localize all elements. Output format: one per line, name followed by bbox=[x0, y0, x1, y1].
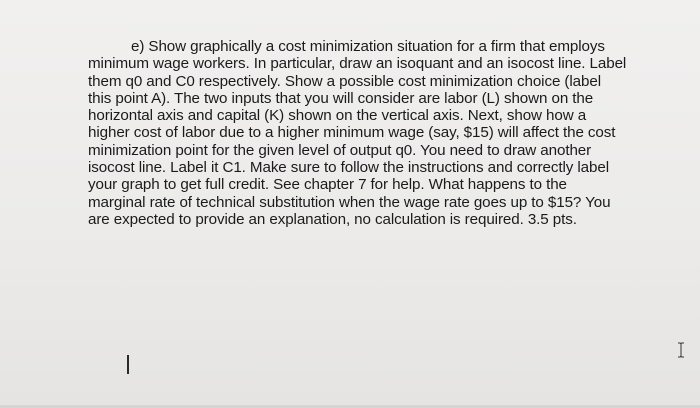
question-line: minimum wage workers. In particular, draw an isoquant and an isocost line. Label bbox=[88, 55, 627, 73]
question-line: this point A). The two inputs that you will consider are labor (L) shown on the bbox=[88, 89, 594, 107]
question-line: marginal rate of technical substitution when the wage rate goes up to $15? You bbox=[88, 193, 611, 211]
text-caret-icon[interactable] bbox=[127, 355, 129, 374]
question-line: higher cost of labor due to a higher minimum wage (say, $15) will affect the cost bbox=[88, 124, 616, 142]
i-beam-cursor-icon bbox=[676, 342, 686, 358]
question-text bbox=[88, 38, 648, 228]
question-line: horizontal axis and capital (K) shown on the vertical axis. Next, show how a bbox=[88, 107, 587, 125]
question-line: e) Show graphically a cost minimization situation for a firm that employs bbox=[131, 38, 605, 55]
question-line: your graph to get full credit. See chapter 7 for help. What happens to the bbox=[88, 176, 567, 194]
question-line: them q0 and C0 respectively. Show a possible cost minimization choice (label bbox=[88, 72, 601, 90]
question-line: isocost line. Label it C1. Make sure to follow the instructions and correctly label bbox=[88, 159, 609, 177]
question-line: are expected to provide an explanation, no calculation is required. 3.5 pts. bbox=[88, 210, 577, 228]
question-line: minimization point for the given level of output q0. You need to draw another bbox=[88, 141, 592, 159]
